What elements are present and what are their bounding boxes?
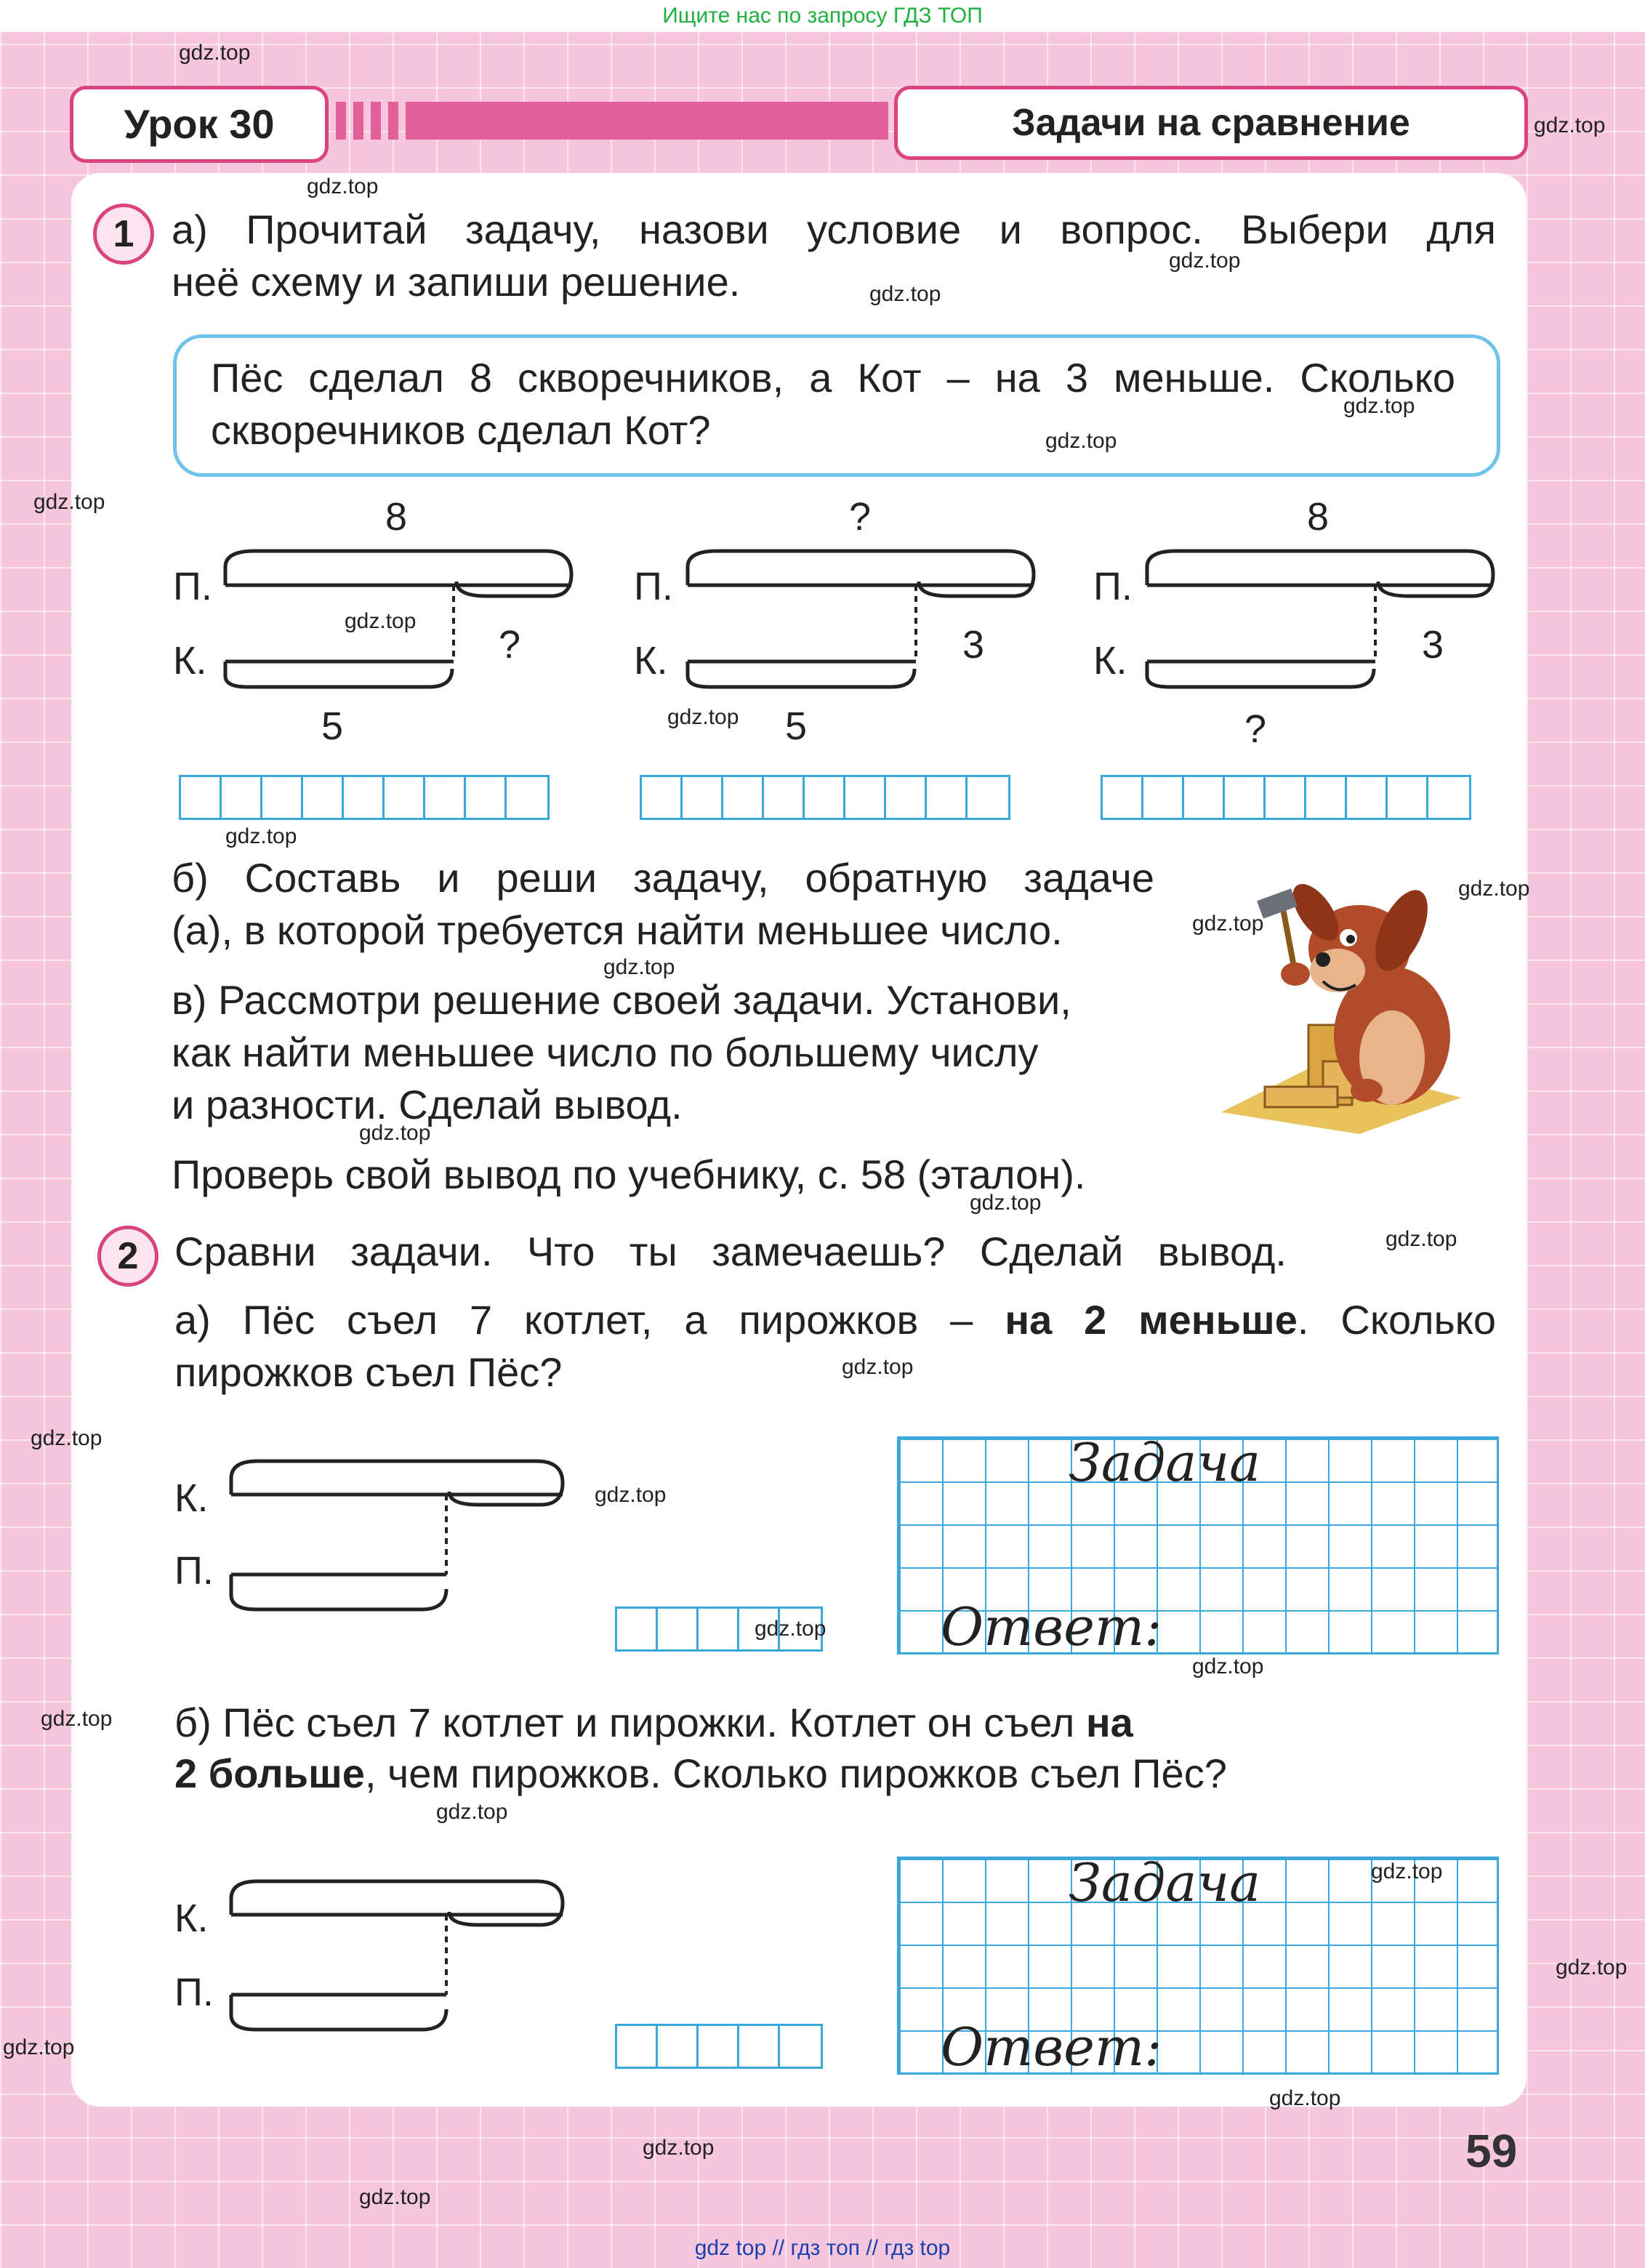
scheme3-row2-label: К. — [1093, 639, 1127, 683]
watermark: gdz.top — [1371, 1859, 1443, 1883]
task1-intro-line1: а) Прочитай задачу, назови условие и вопрос. Выбери для — [172, 206, 1496, 252]
task2-a-line2: пирожков съел Пёс? — [174, 1349, 563, 1395]
scheme3-bottom-value: ? — [1244, 707, 1267, 751]
scheme3-diagram — [1147, 545, 1503, 691]
scheme3-top-value: 8 — [1307, 495, 1330, 539]
scheme3-row1-label: П. — [1093, 565, 1133, 608]
task2a-grid-title: Задача — [1069, 1432, 1261, 1493]
problem-line2: скворечников сделал Кот? — [211, 407, 711, 453]
search-banner: Ищите нас по запросу ГДЗ ТОП — [0, 0, 1645, 32]
scheme1-side-value: ? — [499, 623, 521, 667]
watermark: gdz.top — [359, 1121, 431, 1145]
watermark: gdz.top — [31, 1426, 102, 1450]
task2a-row1-label: К. — [174, 1476, 209, 1520]
task2b-answer-cells[interactable] — [615, 2024, 823, 2069]
scheme1-top-value: 8 — [385, 495, 408, 539]
answer-cells-2[interactable] — [640, 775, 1010, 820]
topic-title: Задачи на сравнение — [894, 86, 1528, 160]
task1-intro-line2: неё схему и запиши решение. — [172, 259, 741, 305]
watermark: gdz.top — [643, 2136, 715, 2160]
task-number-2: 2 — [97, 1226, 158, 1287]
task-number-1: 1 — [93, 204, 154, 265]
answer-cells-3[interactable] — [1101, 775, 1471, 820]
watermark: gdz.top — [1269, 2086, 1341, 2110]
watermark: gdz.top — [345, 609, 417, 633]
task2-b-line1: б) Пёс съел 7 котлет и пирожки. Котлет он съел на — [174, 1700, 1133, 1745]
watermark: gdz.top — [307, 174, 379, 198]
footer-links[interactable]: gdz top // гдз топ // гдз top — [694, 2236, 951, 2260]
task2-a-line1: а) Пёс съел 7 котлет, а пирожков – на 2 меньше. Сколько — [174, 1297, 1496, 1343]
watermark: gdz.top — [1343, 394, 1415, 418]
watermark: gdz.top — [41, 1707, 113, 1731]
watermark: gdz.top — [1534, 113, 1606, 137]
scheme2-side-value: 3 — [962, 623, 985, 667]
answer-cells-1[interactable] — [179, 775, 550, 820]
watermark: gdz.top — [1385, 1227, 1457, 1251]
watermark: gdz.top — [3, 2035, 75, 2059]
watermark: gdz.top — [667, 705, 739, 729]
watermark: gdz.top — [1458, 877, 1530, 901]
scheme2-diagram — [688, 545, 1044, 691]
task2b-row2-label: П. — [174, 1971, 214, 2014]
watermark: gdz.top — [359, 2185, 431, 2209]
watermark: gdz.top — [1556, 1955, 1628, 1979]
watermark: gdz.top — [1192, 912, 1264, 936]
task1-b-line1: б) Составь и реши задачу, обратную задаче — [172, 855, 1154, 901]
scheme2-row2-label: К. — [634, 639, 668, 683]
task1-c-line3: и разности. Сделай вывод. — [172, 1082, 683, 1127]
watermark: gdz.top — [755, 1617, 826, 1641]
scheme3-side-value: 3 — [1422, 623, 1444, 667]
watermark: gdz.top — [869, 282, 941, 306]
scheme1-bottom-value: 5 — [321, 704, 344, 748]
task2a-grid-answer: Ответ: — [941, 1596, 1162, 1657]
task2a-scheme — [231, 1457, 573, 1617]
watermark: gdz.top — [1169, 249, 1241, 273]
task2-intro: Сравни задачи. Что ты замечаешь? Сделай вывод. — [174, 1228, 1287, 1274]
scheme2-bottom-value: 5 — [785, 704, 808, 748]
task2b-row1-label: К. — [174, 1897, 209, 1940]
scheme2-top-value: ? — [849, 495, 872, 539]
watermark: gdz.top — [1045, 429, 1117, 453]
task1-b-line2: (а), в которой требуется найти меньшее число. — [172, 907, 1063, 953]
task1-check: Проверь свой вывод по учебнику, с. 58 (эталон). — [172, 1151, 1086, 1197]
scheme1-row2-label: К. — [173, 639, 207, 683]
watermark: gdz.top — [603, 955, 675, 979]
problem-line1: Пёс сделал 8 скворечников, а Кот – на 3 меньше. Сколько — [211, 355, 1455, 401]
watermark: gdz.top — [842, 1355, 914, 1379]
watermark: gdz.top — [225, 824, 297, 848]
header-decor-stripes — [336, 102, 888, 140]
watermark: gdz.top — [436, 1800, 508, 1824]
task2b-grid-title: Задача — [1069, 1852, 1261, 1913]
task2a-row2-label: П. — [174, 1549, 214, 1593]
page-number: 59 — [1465, 2125, 1518, 2177]
task2b-scheme — [231, 1877, 573, 2037]
watermark: gdz.top — [595, 1483, 667, 1507]
watermark: gdz.top — [33, 490, 105, 514]
task1-c-line1: в) Рассмотри решение своей задачи. Установи, — [172, 977, 1071, 1023]
watermark: gdz.top — [970, 1191, 1042, 1215]
task1-c-line2: как найти меньшее число по большему числу — [172, 1029, 1039, 1075]
task2-b-line2: 2 больше, чем пирожков. Сколько пирожков съел Пёс? — [174, 1750, 1227, 1796]
task2b-grid-answer: Ответ: — [941, 2016, 1162, 2078]
watermark: gdz.top — [179, 41, 251, 65]
scheme2-row1-label: П. — [634, 565, 673, 608]
lesson-label: Урок 30 — [70, 86, 329, 163]
watermark: gdz.top — [1192, 1654, 1264, 1678]
scheme1-row1-label: П. — [173, 565, 212, 608]
